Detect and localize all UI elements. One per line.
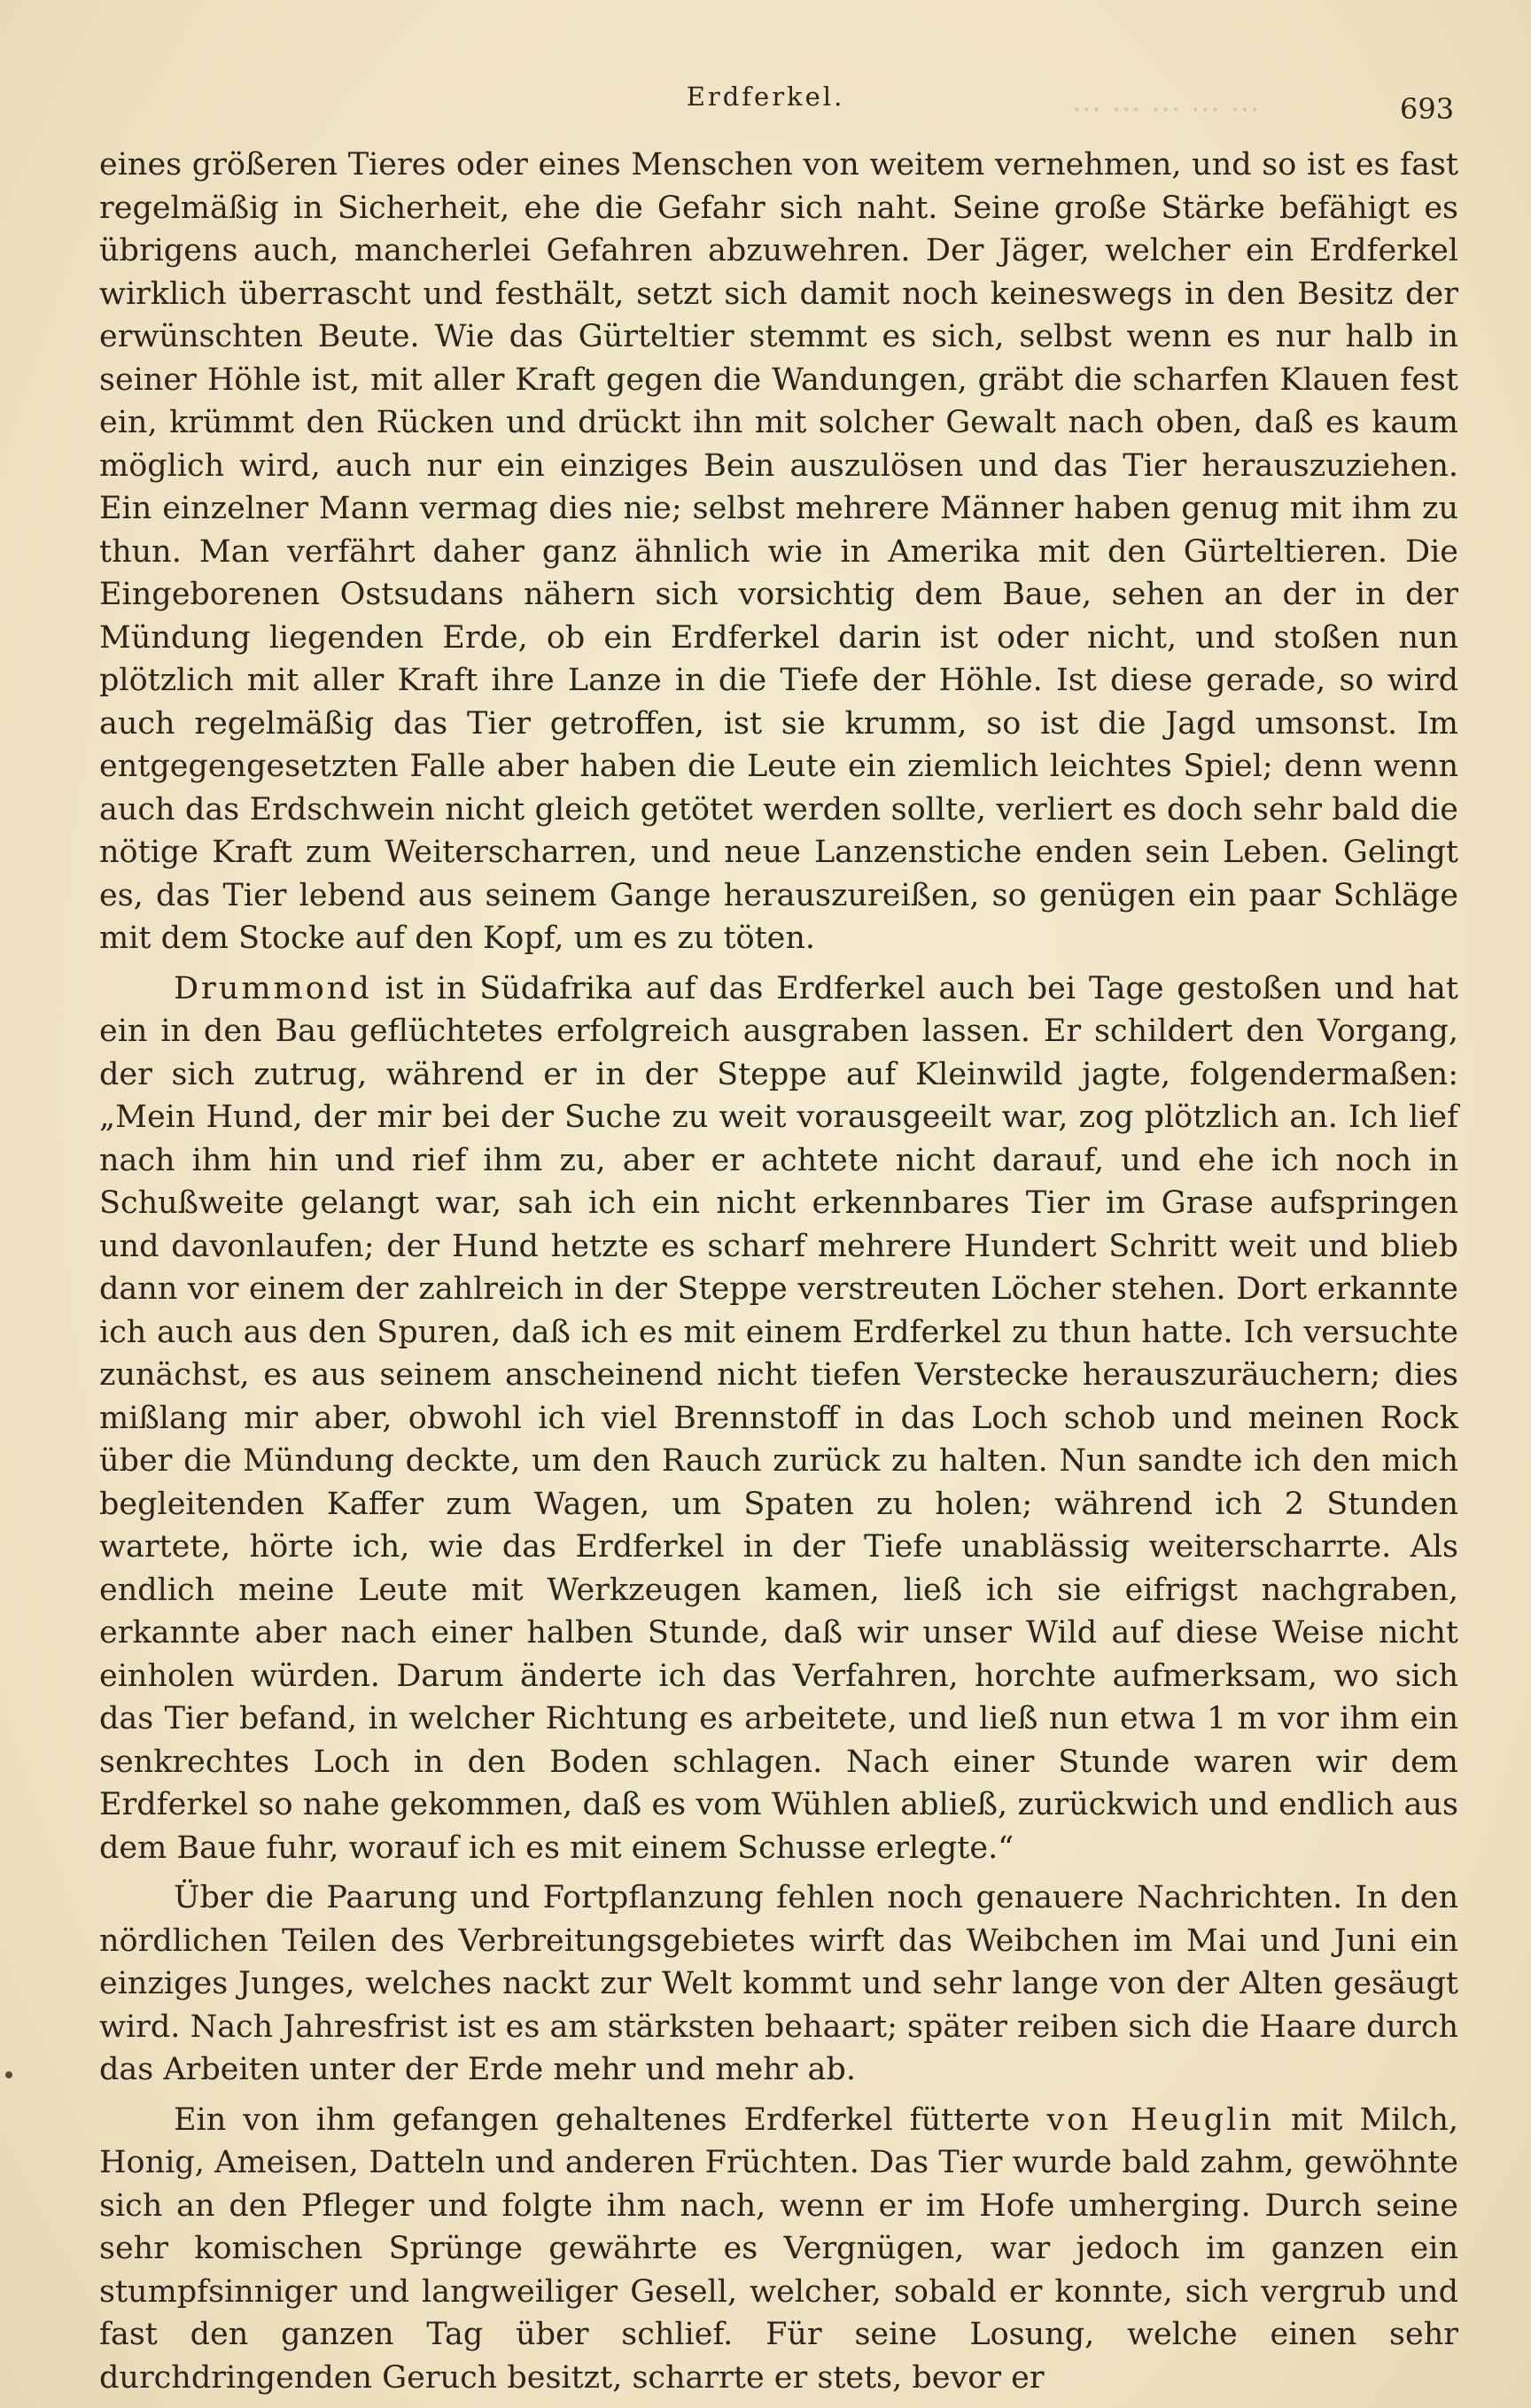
running-title: Erdferkel. xyxy=(686,82,845,112)
paragraph-text: Über die Paarung und Fortpflanzung fehlen noch genauere Nachrichten. In den nördlichen Teilen des Verbreitungsgebietes wirft das Weibchen im Mai und Juni ein einziges Junges, welches nackt zur Welt kommt und sehr lange von der Alten gesäugt wird. Nach Jahresfrist ist es am stärksten behaart; später reiben sich die Haare durch das Arbeiten unter der Erde mehr und mehr ab. xyxy=(99,1880,1458,2087)
author-name-drummond: Drummond xyxy=(174,970,372,1006)
paragraph-3 xyxy=(99,1876,1458,2092)
body-text xyxy=(99,144,1458,2399)
paragraph-text: ist in Südafrika auf das Erdferkel auch bei Tage gestoßen und hat ein in den Bau geflüchtetes erfolgreich ausgraben lassen. Er schildert den Vorgang, der sich zutrug, während er in der Steppe auf Kleinwild jagte, folgendermaßen: „Mein Hund, der mir bei der Suche zu weit vorausgeeilt war, zog plötzlich an. Ich lief nach ihm hin und rief ihm zu, aber er achtete nicht darauf, und ehe ich noch in Schußweite gelangt war, sah ich ein nicht erkennbares Tier im Grase aufspringen und davonlaufen; der Hund hetzte es scharf mehrere Hundert Schritt weit und blieb dann vor einem der zahlreich in der Steppe verstreuten Löcher stehen. Dort erkannte ich auch aus den Spuren, daß ich es mit einem Erdferkel zu thun hatte. Ich versuchte zunächst, es aus seinem anscheinend nicht tiefen Verstecke herauszuräuchern; dies mißlang mir aber, obwohl ich viel Brennstoff in das Loch schob und meinen Rock über die Mündung deckte, um den Rauch zurück zu halten. Nun sandte ich den mich begleitenden Kaffer zum Wagen, um Spaten zu holen; während ich 2 Stunden wartete, hörte ich, wie das Erdferkel in der Tiefe unablässig weiterscharrte. Als endlich meine Leute mit Werkzeugen kamen, ließ ich sie eifrigst nachgraben, erkannte aber nach einer halben Stunde, daß wir unser Wild auf diese Weise nicht einholen würden. Darum änderte ich das Verfahren, horchte aufmerksam, wo sich das Tier befand, in welcher Richtung es arbeitete, und ließ nun etwa 1 m vor ihm ein senkrechtes Loch in den Boden schlagen. Nach einer Stunde waren wir dem Erdferkel so nahe gekommen, daß es vom Wühlen abließ, zurückwich und endlich aus dem Baue fuhr, worauf ich es mit einem Schusse erlegte.“ xyxy=(99,970,1458,1866)
page-number: 693 xyxy=(1400,92,1455,126)
margin-speck xyxy=(5,2071,12,2078)
bleed-through-text: ... ... ... ... ... xyxy=(1072,84,1261,118)
paragraph-2 xyxy=(99,967,1458,1870)
paragraph-text: eines größeren Tieres oder eines Menschen von weitem vernehmen, und so ist es fast regelmäßig in Sicherheit, ehe die Gefahr sich naht. Seine große Stärke befähigt es übrigens auch, mancherlei Gefahren abzuwehren. Der Jäger, welcher ein Erdferkel wirklich überrascht und festhält, setzt sich damit noch keineswegs in den Besitz der erwünschten Beute. Wie das Gürteltier stemmt es sich, selbst wenn es nur halb in seiner Höhle ist, mit aller Kraft gegen die Wandungen, gräbt die scharfen Klauen fest ein, krümmt den Rücken und drückt ihn mit solcher Gewalt nach oben, daß es kaum möglich wird, auch nur ein einziges Bein auszulösen und das Tier herauszuziehen. Ein einzelner Mann vermag dies nie; selbst mehrere Männer haben genug mit ihm zu thun. Man verfährt daher ganz ähnlich wie in Amerika mit den Gürteltieren. Die Eingeborenen Ostsudans nähern sich vorsichtig dem Baue, sehen an der in der Mündung liegenden Erde, ob ein Erdferkel darin ist oder nicht, und stoßen nun plötzlich mit aller Kraft ihre Lanze in die Tiefe der Höhle. Ist diese gerade, so wird auch regelmäßig das Tier getroffen, ist sie krumm, so ist die Jagd umsonst. Im entgegengesetzten Falle aber haben die Leute ein ziemlich leichtes Spiel; denn wenn auch das Erdschwein nicht gleich getötet werden sollte, verliert es doch sehr bald die nötige Kraft zum Weiterscharren, und neue Lanzenstiche enden sein Leben. Gelingt es, das Tier lebend aus seinem Gange herauszureißen, so genügen ein paar Schläge mit dem Stocke auf den Kopf, um es zu töten. xyxy=(99,147,1458,956)
paragraph-text: Ein von ihm gefangen gehaltenes Erdferkel fütterte xyxy=(174,2101,1047,2138)
paragraph-text: mit Milch, Honig, Ameisen, Datteln und anderen Früchten. Das Tier wurde bald zahm, gewöhnte sich an den Pfleger und folgte ihm nach, wenn er im Hofe umherging. Durch seine sehr komischen Sprünge gewährte es Vergnügen, war jedoch im ganzen ein stumpfsinniger und langweiliger Gesell, welcher, sobald er konnte, sich vergrub und fast den ganzen Tag über schlief. Für seine Losung, welche einen sehr durchdringenden Geruch besitzt, scharrte er stets, bevor er xyxy=(99,2101,1458,2396)
paragraph-1 xyxy=(99,144,1458,960)
author-name-heuglin: von Heuglin xyxy=(1046,2101,1275,2138)
paragraph-4 xyxy=(99,2099,1458,2400)
